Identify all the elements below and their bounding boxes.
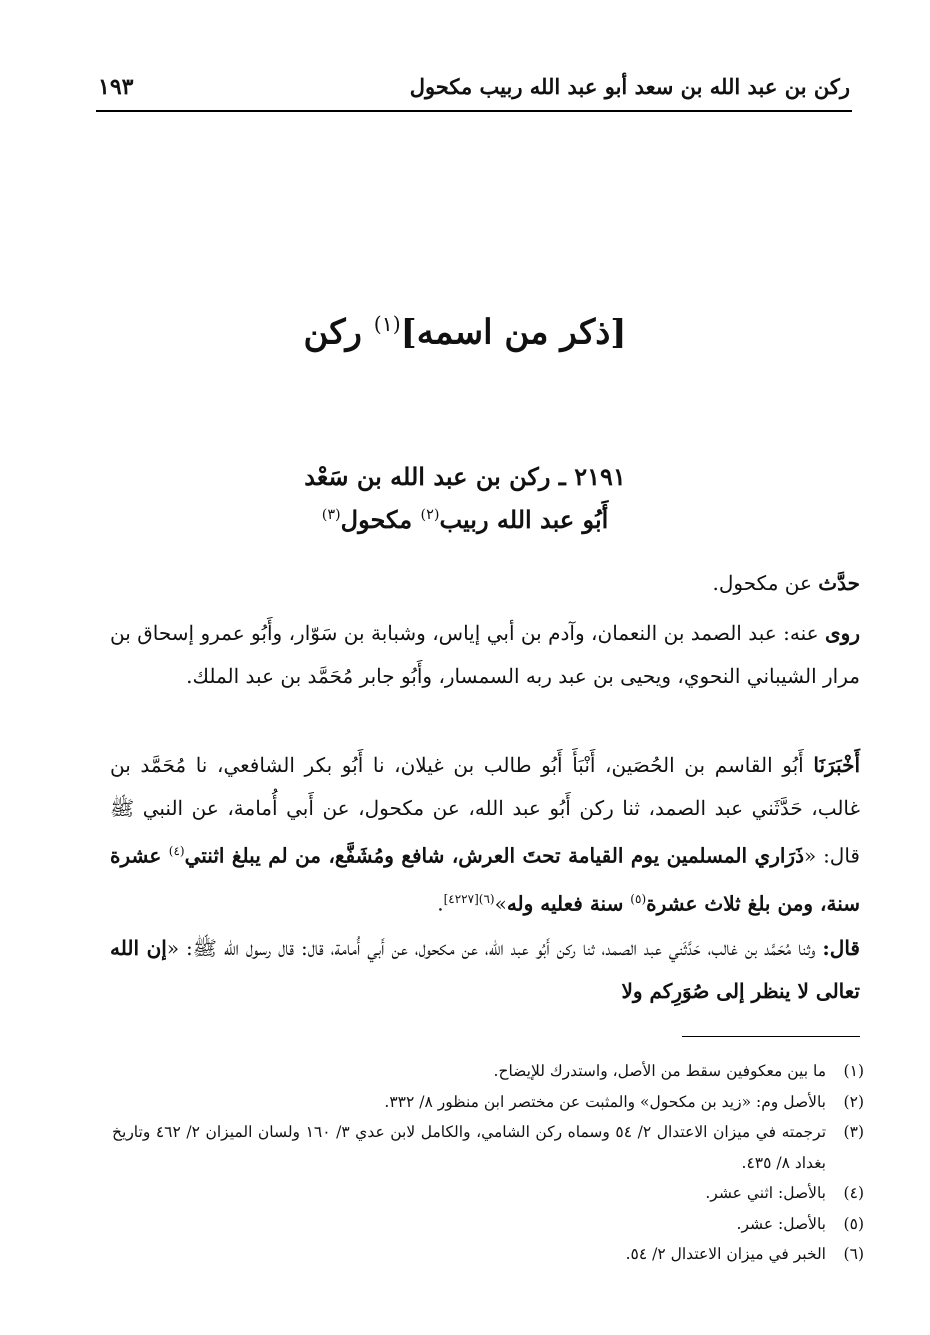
paragraph-haddatha bbox=[110, 562, 860, 605]
footnote-rule bbox=[682, 1036, 860, 1037]
page-number: ١٩٣ bbox=[98, 74, 134, 100]
footnote-number: (١) bbox=[843, 1062, 864, 1080]
header-rule bbox=[96, 110, 852, 112]
footnote-mark: (١) bbox=[373, 312, 401, 336]
section-title-text: [ذكر من اسمه] bbox=[400, 312, 627, 353]
entry-kunya: أَبُو عبد الله ربيب bbox=[439, 505, 609, 534]
footnote-4 bbox=[112, 1178, 864, 1209]
paragraph-text: عنه: عبد الصمد بن النعمان، وآدم بن أبي إياس، وشبابة بن سَوّار، وأَبُو عمرو إسحاق بن مرار الشيباني النحوي، ويحيى بن عبد ربه السمسار، وأَبُو جابر مُحَمَّد بن عبد الملك. bbox=[110, 621, 860, 688]
footnote-1 bbox=[112, 1056, 864, 1087]
footnote-text: بالأصل: عشر. bbox=[736, 1214, 826, 1233]
footnote-mark: (٥) bbox=[630, 891, 647, 906]
paragraph-text: أَبُو القاسم بن الحُصَين، أَنْبَأَ أَبُو طالب بن غيلان، نا أَبُو بكر الشافعي، نا مُحَمَّد بن غالب، حَدَّثَني عبد الصمد، ثنا ركن أَبُو عبد الله، عن مكحول، عن أَبي أُمامة، عن النبي ﷺ قال: « bbox=[110, 753, 860, 868]
paragraph-text: وثنا مُحَمَّد بن غالب، حَدَّثَني عبد الصمد، ثنا ركن أَبُو عبد الله، عن مكحول، عن أَبي أُمامة، قال: قال رسول الله ﷺ: « bbox=[166, 936, 823, 960]
paragraph-lead: قال: bbox=[822, 936, 860, 960]
paragraph-lead: حدَّث bbox=[818, 571, 860, 595]
running-title: ركن بن عبد الله بن سعد أبو عبد الله ربيب مكحول bbox=[409, 74, 850, 99]
footnote-mark: (٢) bbox=[420, 507, 440, 523]
hadith-reference: [٤٢٢٧] bbox=[443, 891, 479, 906]
footnote-text: بالأصل: اثني عشر. bbox=[705, 1184, 826, 1202]
footnote-number: (٦) bbox=[843, 1245, 864, 1263]
entry-title-line2 bbox=[0, 505, 930, 534]
quote-close: » bbox=[494, 891, 507, 916]
footnote-number: (٥) bbox=[843, 1214, 864, 1233]
footnote-number: (٤) bbox=[843, 1184, 864, 1202]
section-title-tail: ركن bbox=[303, 312, 374, 353]
footnote-number: (٢) bbox=[843, 1092, 864, 1111]
footnote-mark: (٦) bbox=[478, 891, 495, 906]
hadith-text: سنة فعليه وله bbox=[506, 891, 631, 916]
footnote-number: (٣) bbox=[843, 1123, 864, 1141]
paragraph-lead: أَخْبَرَنَا bbox=[813, 753, 860, 777]
footnote-mark: (٤) bbox=[168, 844, 185, 858]
footnote-text: الخبر في ميزان الاعتدال ٢/ ٥٤. bbox=[625, 1245, 826, 1263]
section-title bbox=[0, 312, 930, 352]
footnote-2 bbox=[112, 1087, 864, 1118]
footnotes bbox=[112, 1056, 864, 1270]
footnote-6 bbox=[112, 1239, 864, 1270]
hadith-text: عشرة سنة، ومن بلغ ثلاث عشرة bbox=[110, 843, 860, 916]
paragraph-narrators bbox=[110, 612, 860, 698]
footnote-3 bbox=[112, 1117, 864, 1178]
entry-title-line1: ٢١٩١ ـ ركن بن عبد الله بن سَعْد bbox=[304, 462, 626, 491]
footnote-mark: (٣) bbox=[321, 507, 341, 523]
paragraph-isnad-2 bbox=[110, 927, 860, 1013]
hadith-text: ذَرَاري المسلمين يوم القيامة تحتَ العرش، شافع ومُشَفَّع، من لم يبلغ اثنتي bbox=[184, 843, 804, 868]
footnote-5 bbox=[112, 1209, 864, 1240]
footnote-text: ما بين معكوفين سقط من الأصل، واستدرك للإيضاح. bbox=[493, 1062, 826, 1080]
paragraph-isnad-1 bbox=[110, 744, 860, 925]
paragraph-end: . bbox=[437, 891, 444, 916]
hadith-text: إن الله تعالى لا ينظر إلى صُوَرِكم ولا bbox=[110, 936, 860, 1003]
running-head bbox=[98, 74, 850, 104]
entry-nisba: مكحول bbox=[340, 505, 421, 534]
footnote-text: ترجمته في ميزان الاعتدال ٢/ ٥٤ وسماه ركن الشامي، والكامل لابن عدي ٣/ ١٦٠ ولسان الميزان ٢/ ٤٦٢ وتاريخ بغداد ٨/ ٤٣٥. bbox=[112, 1123, 827, 1172]
paragraph-text: عن مكحول. bbox=[712, 571, 819, 595]
paragraph-lead: روى bbox=[825, 621, 860, 645]
footnote-text: بالأصل وم: «زيد بن مكحول» والمثبت عن مختصر ابن منظور ٨/ ٣٣٢. bbox=[384, 1092, 826, 1111]
